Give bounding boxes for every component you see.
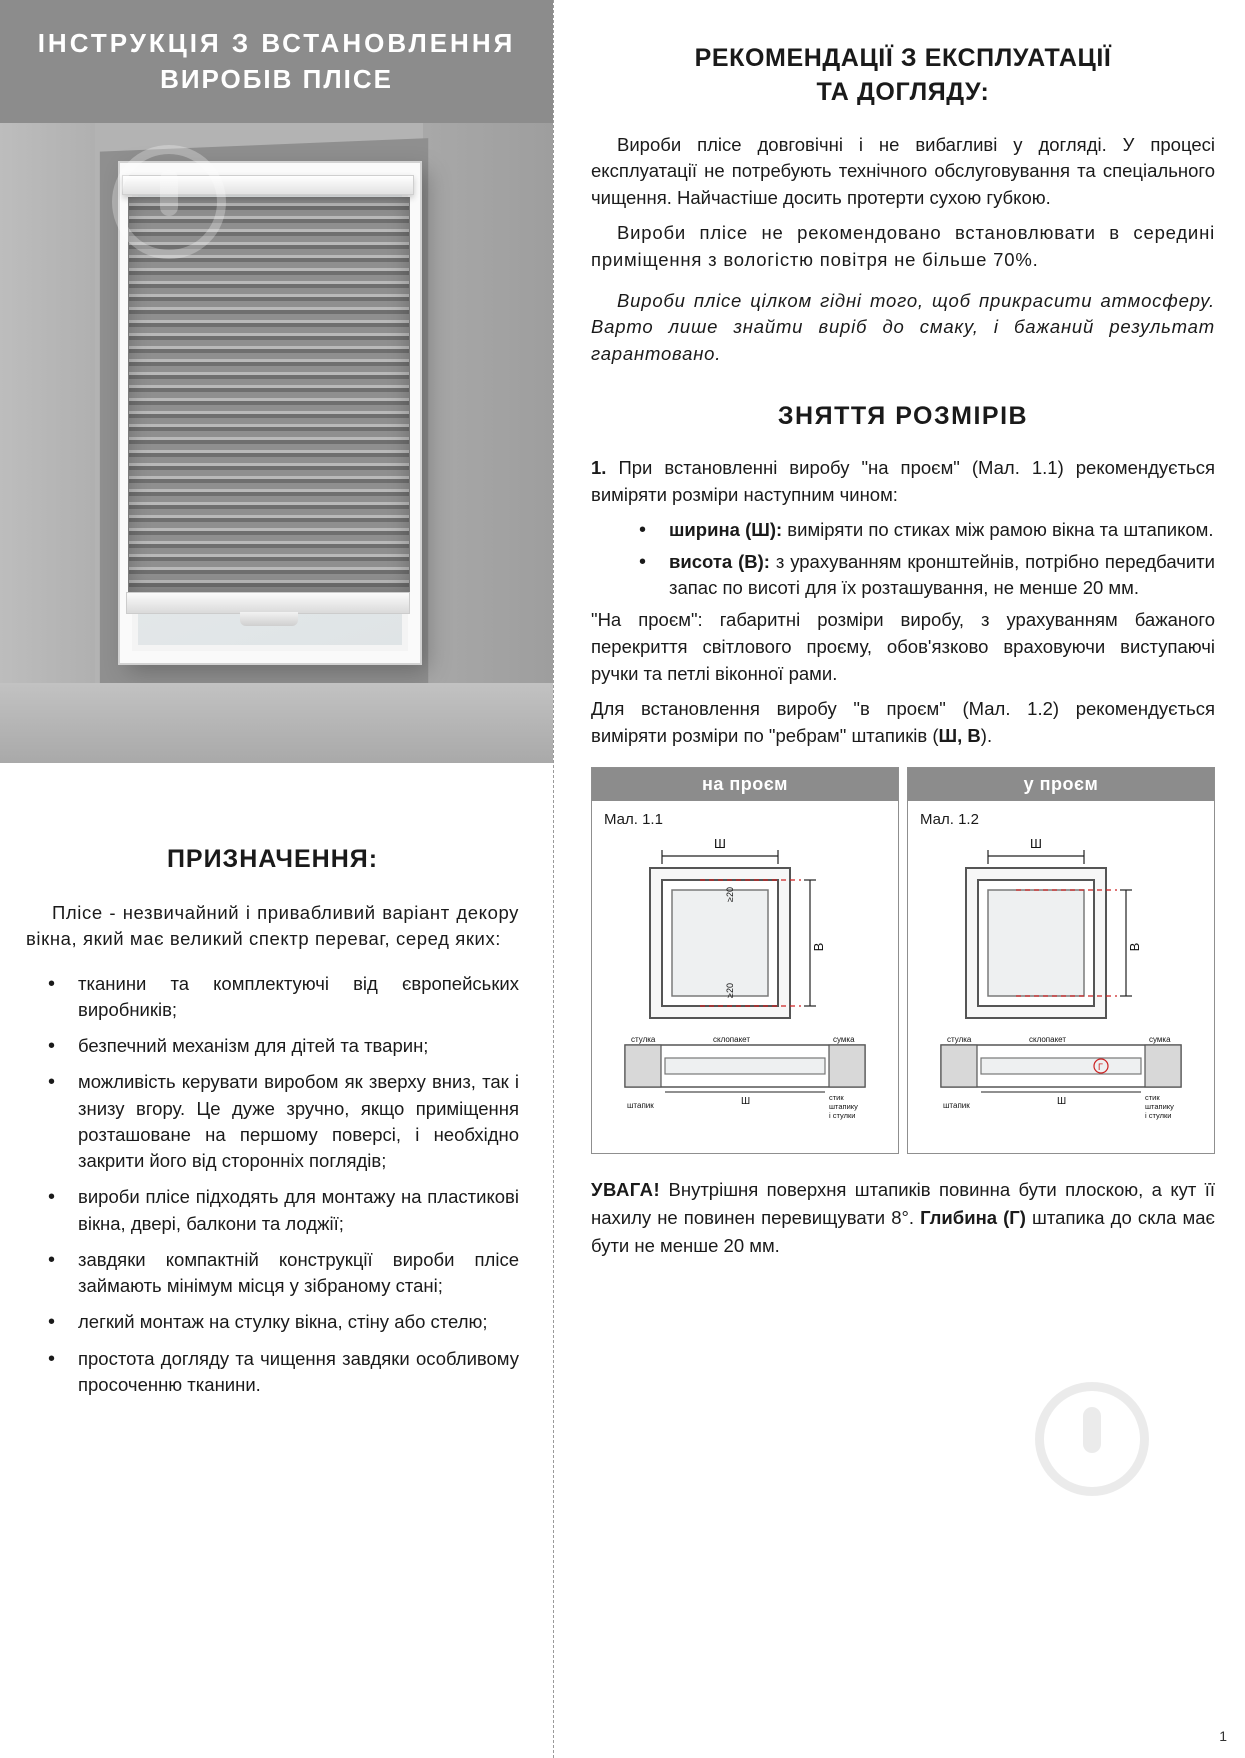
page-number: 1 (1219, 1728, 1227, 1744)
measure-width-label: ширина (Ш): (669, 518, 783, 540)
svg-text:стик: стик (829, 1093, 844, 1103)
measurement-intro-text: При встановленні виробу "на проєм" (Мал. 1.1) рекомендується виміряти розміри наступним чином: (591, 457, 1215, 505)
diagram-on-opening-caption: на проєм (592, 768, 898, 801)
care-title-line-1: РЕКОМЕНДАЦІЇ З ЕКСПЛУАТАЦІЇ (694, 44, 1112, 72)
list-item: • легкий монтаж на стулку вікна, стіну або стелю; (26, 1309, 519, 1335)
svg-text:сумка: сумка (833, 1035, 855, 1045)
measurement-list (591, 517, 1215, 602)
warning-text-a: Внутрішня поверхня штапиків повинна бути плоскою, а кут її нахилу не повинен перевищувати 8°. (591, 1179, 1215, 1229)
care-title-line-2: ТА ДОГЛЯДУ: (816, 77, 990, 106)
svg-text:склопакет: склопакет (1029, 1035, 1067, 1045)
svg-text:штапику: штапику (829, 1102, 858, 1112)
photo-wall-right (423, 123, 553, 763)
svg-text:склопакет: склопакет (713, 1035, 751, 1045)
instruction-title-line-1: ІНСТРУКЦІЯ З ВСТАНОВЛЕННЯ (37, 28, 516, 59)
svg-text:і стулки: і стулки (1145, 1111, 1172, 1121)
diagram-in-opening-caption: у проєм (908, 768, 1214, 801)
diagram-on-opening-figure-number: Мал. 1.1 (604, 811, 663, 829)
warning-block (591, 1176, 1215, 1259)
right-column (553, 0, 1245, 1758)
pleated-blind-photo (0, 123, 553, 763)
svg-text:В: В (1127, 943, 1142, 952)
list-item: • можливість керувати виробом як зверху вниз, так і знизу вгору. Це дуже зручно, якщо приміщення розташоване на першому поверсі, і необхідно закрити його від сторонніх поглядів; (26, 1069, 519, 1174)
left-column (0, 0, 553, 1758)
svg-text:стулка: стулка (631, 1035, 656, 1045)
svg-text:Ш: Ш (741, 1096, 751, 1108)
svg-text:штапик: штапик (627, 1101, 654, 1111)
measurement-paragraph-3-part-a: Для встановлення виробу "в проєм" (Мал. 1.2) рекомендується виміряти розміри по "ребрам" штапиків ( (591, 697, 1215, 746)
care-title (591, 42, 1215, 110)
diagram-in-opening-figure-number: Мал. 1.2 (920, 811, 979, 829)
svg-text:Г: Г (1098, 1062, 1103, 1073)
care-paragraph-2: Вироби пліcе не рекомендовано встановлювати в середині приміщення з вологістю повітря не більше 70%. (591, 221, 1215, 270)
photo-wall-left (0, 123, 95, 763)
list-item (591, 517, 1215, 543)
care-paragraph-3: Вироби пліcе цілком гідні того, щоб прикрасити атмосферу. Варто лише знайти виріб до смаку, і бажаний результат гарантовано. (591, 289, 1215, 365)
svg-text:штапик: штапик (943, 1101, 970, 1111)
svg-text:≥20: ≥20 (725, 983, 735, 999)
svg-text:стулка: стулка (947, 1035, 972, 1045)
measurement-intro (591, 455, 1215, 509)
svg-text:В: В (811, 943, 826, 952)
purpose-list (26, 971, 519, 1399)
photo-floor (0, 683, 553, 763)
warning-label: УВАГА! (591, 1179, 661, 1201)
svg-text:Ш: Ш (1030, 836, 1042, 852)
svg-text:≥20: ≥20 (725, 887, 735, 903)
list-item (591, 549, 1215, 602)
left-text-body (0, 763, 553, 1398)
measure-height-label: висота (В): (669, 550, 770, 572)
diagram-in-opening-body (908, 801, 1214, 1153)
measure-width-text: виміряти по стиках між рамою вікна та штапиком. (782, 518, 1214, 540)
instruction-title-band (0, 0, 553, 123)
diagram-row (591, 767, 1215, 1154)
measurement-intro-number: 1. (591, 457, 607, 478)
list-item: • завдяки компактній конструкції вироби пліcе займають мінімум місця у зібраному стані; (26, 1247, 519, 1300)
diagram-on-opening (591, 767, 899, 1154)
photo-bottom-rail (126, 592, 410, 614)
diagram-in-opening (907, 767, 1215, 1154)
measurement-paragraph-3-part-c: ). (980, 724, 993, 746)
purpose-intro-paragraph: Пліcе - незвичайний і привабливий варіант декору вікна, який має великий спектр переваг, серед яких: (26, 902, 519, 950)
list-item: • безпечний механізм для дітей та тварин; (26, 1033, 519, 1059)
watermark-icon (112, 145, 226, 259)
measurement-paragraph-3-bold: Ш, В (938, 724, 981, 746)
measurement-paragraph-3 (591, 696, 1215, 750)
care-paragraph-1: Вироби пліcе довговічні і не вибагливі у догляді. У процесі експлуатації не потребують технічного обслуговування та спеціального чищення. Найчастіше досить протерти сухою губкою. (591, 133, 1215, 209)
diagram-on-opening-drawing (605, 830, 885, 1130)
photo-blind-handle (240, 612, 298, 626)
svg-text:і стулки: і стулки (829, 1111, 856, 1121)
warning-text-b: штапика до скла має бути не менше 20 мм. (591, 1207, 1215, 1256)
measurement-heading: ЗНЯТТЯ РОЗМІРІВ (777, 402, 1029, 430)
list-item: • тканини та комплектуючі від європейських виробників; (26, 971, 519, 1024)
svg-text:стик: стик (1145, 1093, 1160, 1103)
watermark-icon (1035, 1382, 1149, 1496)
svg-text:Ш: Ш (1057, 1096, 1067, 1108)
warning-bold-term: Глибина (Г) (920, 1207, 1026, 1229)
measure-height-text: з урахуванням кронштейнів, потрібно передбачити запас по висоті для їх розташування, не менше 20 мм. (669, 550, 1215, 599)
diagram-in-opening-drawing (921, 830, 1201, 1130)
svg-text:Ш: Ш (714, 836, 726, 852)
instruction-title-line-2: ВИРОБІВ ПЛІСЕ (160, 63, 393, 94)
list-item: • вироби пліcе підходять для монтажу на пластикові вікна, двері, балкони та лоджії; (26, 1184, 519, 1237)
diagram-on-opening-body (592, 801, 898, 1153)
list-item: • простота догляду та чищення завдяки особливому просоченню тканини. (26, 1346, 519, 1399)
measurement-paragraph-2: "На проєм": габаритні розміри виробу, з урахуванням бажаного перекриття світлового проєму, обов'язково враховуючи виступаючі ручки та петлі віконної рами. (591, 609, 1215, 685)
svg-text:сумка: сумка (1149, 1035, 1171, 1045)
purpose-heading: ПРИЗНАЧЕННЯ: (166, 845, 379, 873)
svg-text:штапику: штапику (1145, 1102, 1174, 1112)
